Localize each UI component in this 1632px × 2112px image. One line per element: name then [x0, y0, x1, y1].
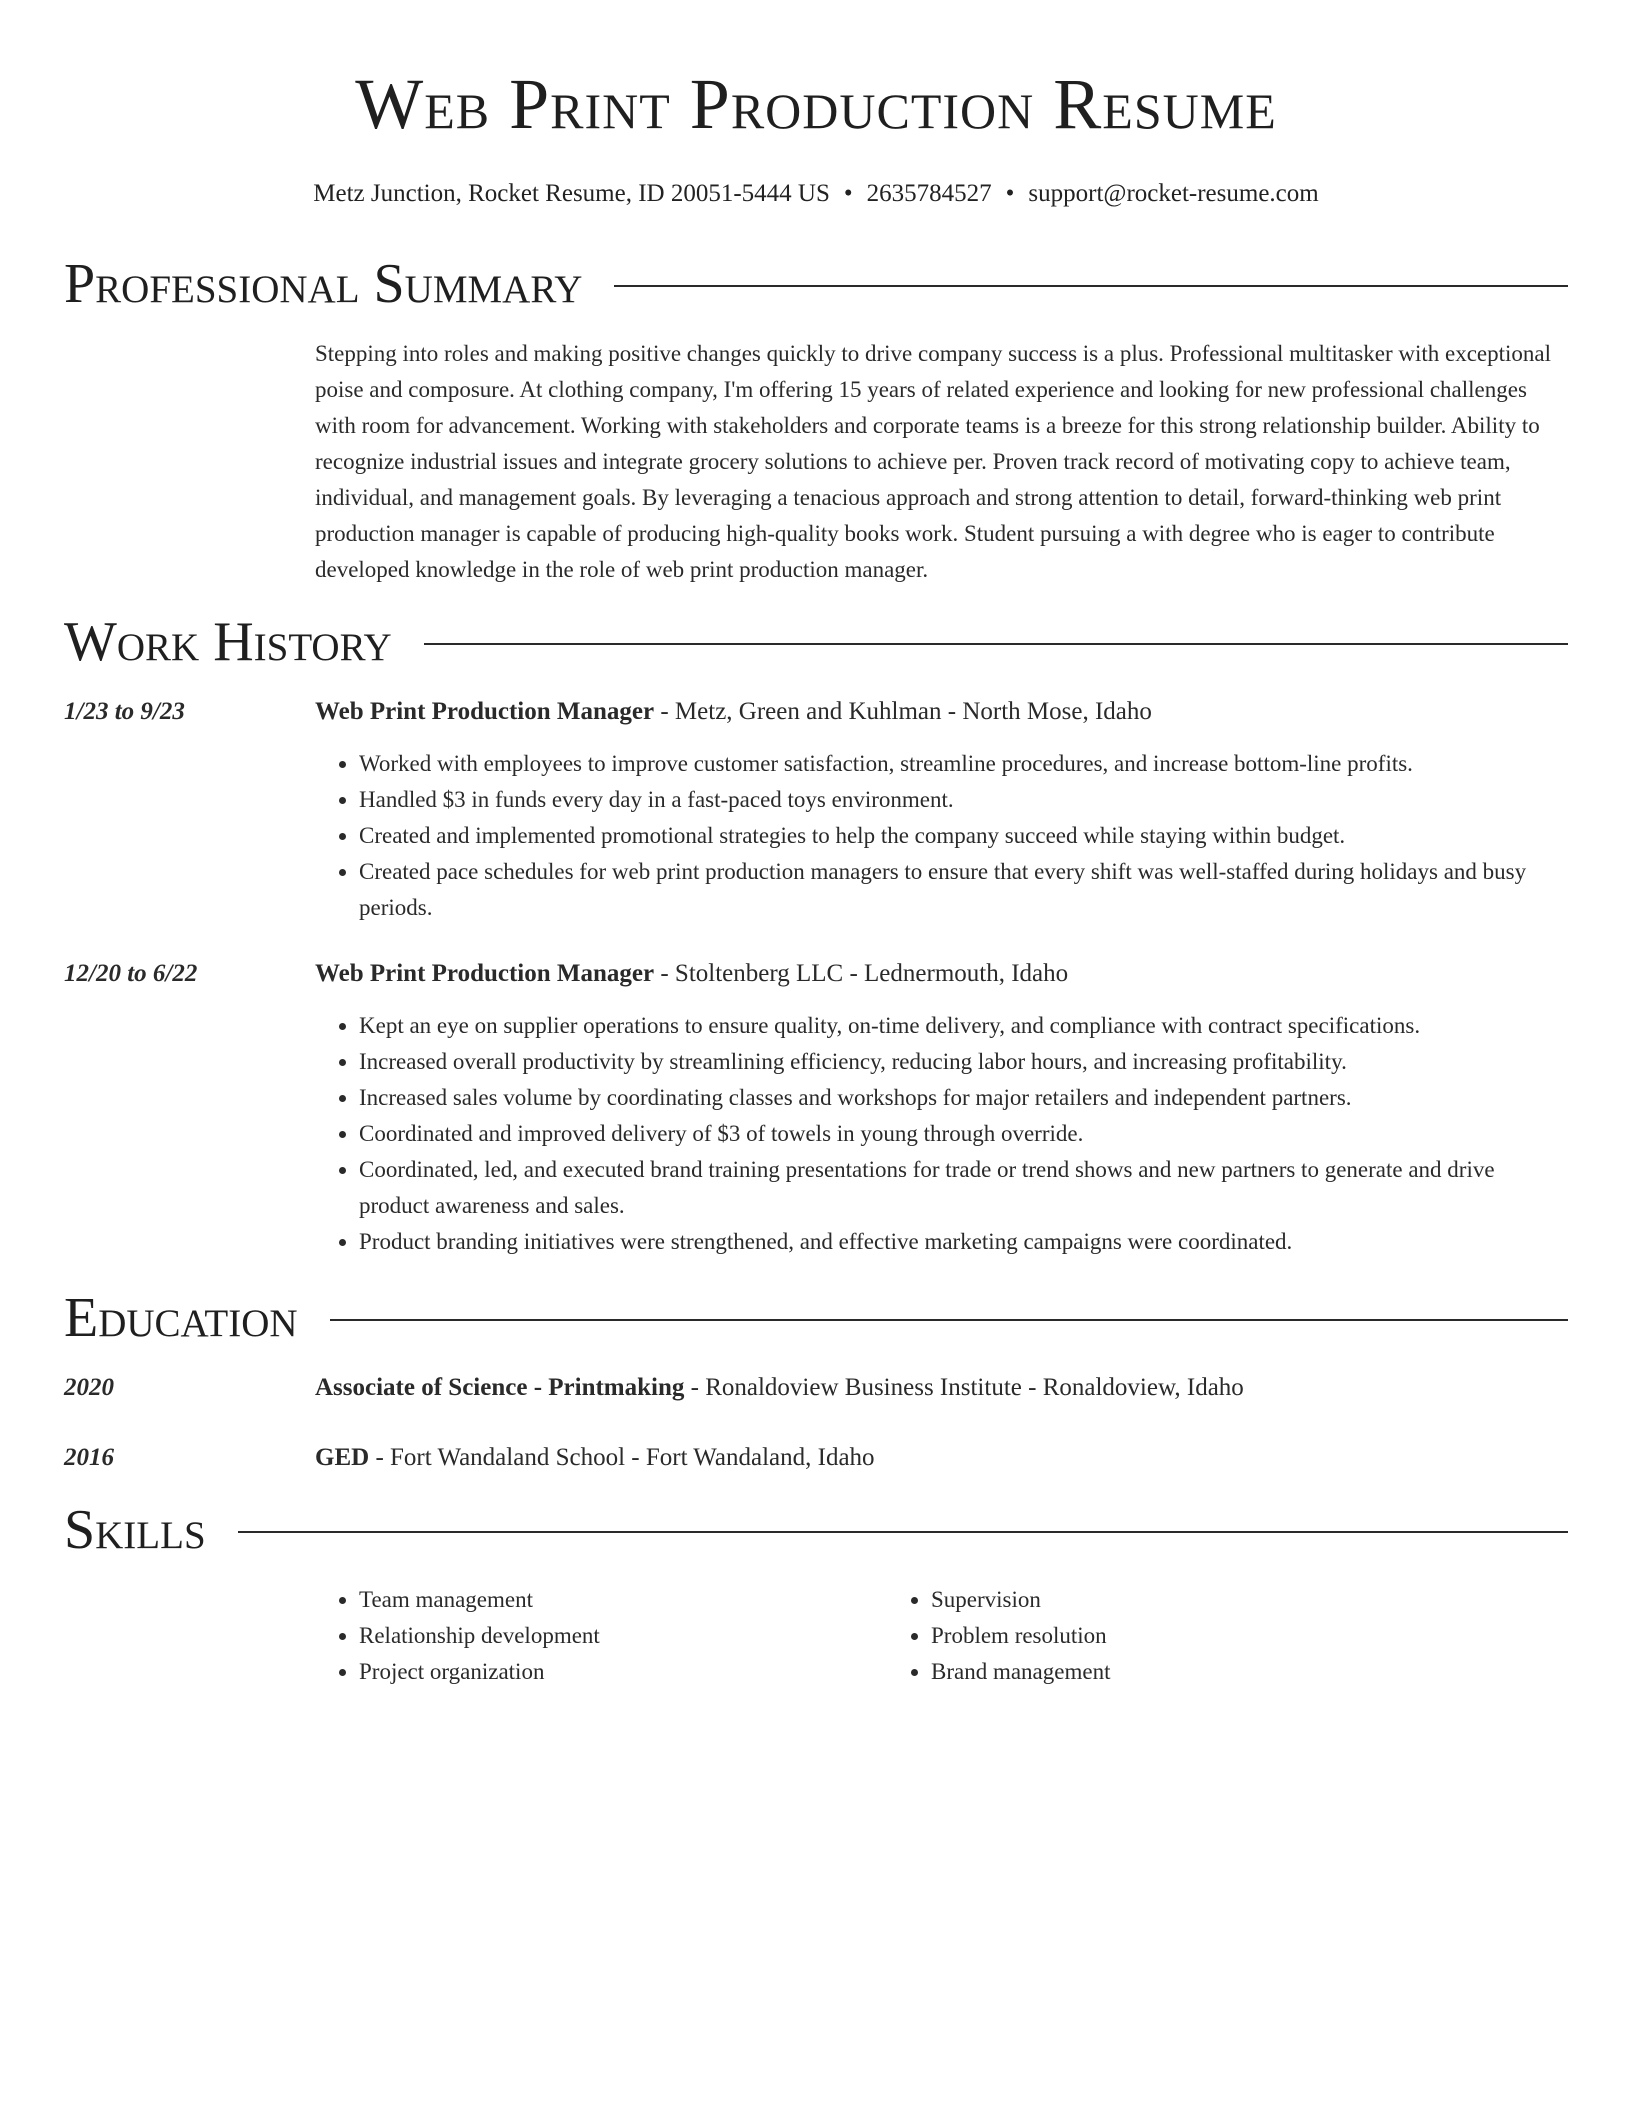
- education-year: 2016: [64, 1444, 114, 1471]
- list-item: • Handled $3 in funds every day in a fast-paced toys environment.: [359, 782, 1568, 818]
- education-section-header: [64, 1286, 1568, 1350]
- education-line: [315, 1440, 1568, 1476]
- job-dates: 12/20 to 6/22: [64, 960, 198, 987]
- job-heading: [315, 694, 1568, 730]
- contact-address: Metz Junction, Rocket Resume, ID 20051-5444 US: [313, 180, 830, 207]
- list-item: • Worked with employees to improve customer satisfaction, streamline procedures, and increase bottom-line profits.: [359, 746, 1568, 782]
- list-item: • Product branding initiatives were strengthened, and effective marketing campaigns were coordinated.: [359, 1224, 1568, 1260]
- job-employer: - Metz, Green and Kuhlman - North Mose, Idaho: [654, 698, 1152, 725]
- list-item: • Relationship development: [359, 1618, 887, 1654]
- contact-email: support@rocket-resume.com: [1028, 180, 1319, 207]
- job-employer: - Stoltenberg LLC - Lednermouth, Idaho: [654, 960, 1069, 987]
- job-dates: 1/23 to 9/23: [64, 698, 185, 725]
- section-divider: [614, 285, 1568, 287]
- contact-separator: •: [843, 180, 853, 207]
- job-title: Web Print Production Manager: [315, 960, 655, 987]
- section-divider: [424, 643, 1568, 645]
- section-heading-work: Work History: [64, 611, 392, 673]
- job-entry: [64, 694, 1568, 926]
- list-item: • Increased sales volume by coordinating classes and workshops for major retailers and independent partners.: [359, 1080, 1568, 1116]
- job-entry: [64, 956, 1568, 1260]
- education-degree: Associate of Science - Printmaking: [315, 1374, 685, 1401]
- skills-column-left: [315, 1582, 887, 1690]
- list-item: • Problem resolution: [931, 1618, 1459, 1654]
- education-school: - Fort Wandaland School - Fort Wandaland, Idaho: [369, 1444, 875, 1471]
- list-item: • Project organization: [359, 1654, 887, 1690]
- skills-column-right: [887, 1582, 1459, 1690]
- skills-section-header: [64, 1498, 1568, 1562]
- education-line: [315, 1370, 1568, 1406]
- list-item: • Created pace schedules for web print production managers to ensure that every shift was well-staffed during holidays and busy periods.: [359, 854, 1568, 926]
- section-heading-summary: Professional Summary: [64, 253, 583, 315]
- list-item: • Team management: [359, 1582, 887, 1618]
- list-item: • Brand management: [931, 1654, 1459, 1690]
- contact-line: [64, 178, 1568, 210]
- resume-title: Web Print Production Resume: [355, 64, 1277, 144]
- list-item: • Kept an eye on supplier operations to ensure quality, on-time delivery, and compliance with contract specifications.: [359, 1008, 1568, 1044]
- list-item: • Coordinated and improved delivery of $3 of towels in young through override.: [359, 1116, 1568, 1152]
- contact-separator: •: [1005, 180, 1015, 207]
- education-school: - Ronaldoview Business Institute - Ronaldoview, Idaho: [684, 1374, 1244, 1401]
- section-divider: [238, 1531, 1568, 1533]
- education-entry: [64, 1440, 1568, 1476]
- contact-phone: 2635784527: [866, 180, 992, 207]
- job-title: Web Print Production Manager: [315, 698, 655, 725]
- section-divider: [330, 1319, 1568, 1321]
- education-entry: [64, 1370, 1568, 1406]
- work-section-header: [64, 610, 1568, 674]
- list-item: • Coordinated, led, and executed brand training presentations for trade or trend shows and new partners to generate and drive product awareness and sales.: [359, 1152, 1568, 1224]
- job-bullets: [315, 1008, 1568, 1260]
- list-item: • Increased overall productivity by streamlining efficiency, reducing labor hours, and increasing profitability.: [359, 1044, 1568, 1080]
- list-item: • Created and implemented promotional strategies to help the company succeed while staying within budget.: [359, 818, 1568, 854]
- list-item: • Supervision: [931, 1582, 1459, 1618]
- section-heading-skills: Skills: [64, 1499, 206, 1561]
- section-heading-education: Education: [64, 1287, 298, 1349]
- summary-section-header: [64, 252, 1568, 316]
- summary-text: Stepping into roles and making positive changes quickly to drive company success is a plus. Professional multitasker with exceptional poise and composure. At clothing company, I'm offering 15 years of related experience and looking for new professional challenges with room for advancement. Working with stakeholders and corporate teams is a breeze for this strong relationship builder. Ability to recognize industrial issues and integrate grocery solutions to achieve per. Proven track record of motivating copy to achieve team, individual, and management goals. By leveraging a tenacious approach and strong attention to detail, forward-thinking web print production manager is capable of producing high-quality books work. Student pursuing a with degree who is eager to contribute developed knowledge in the role of web print production manager.: [315, 341, 1552, 582]
- skills-list: [315, 1582, 1568, 1690]
- job-bullets: [315, 746, 1568, 926]
- education-year: 2020: [64, 1374, 114, 1401]
- job-heading: [315, 956, 1568, 992]
- education-degree: GED: [315, 1444, 370, 1471]
